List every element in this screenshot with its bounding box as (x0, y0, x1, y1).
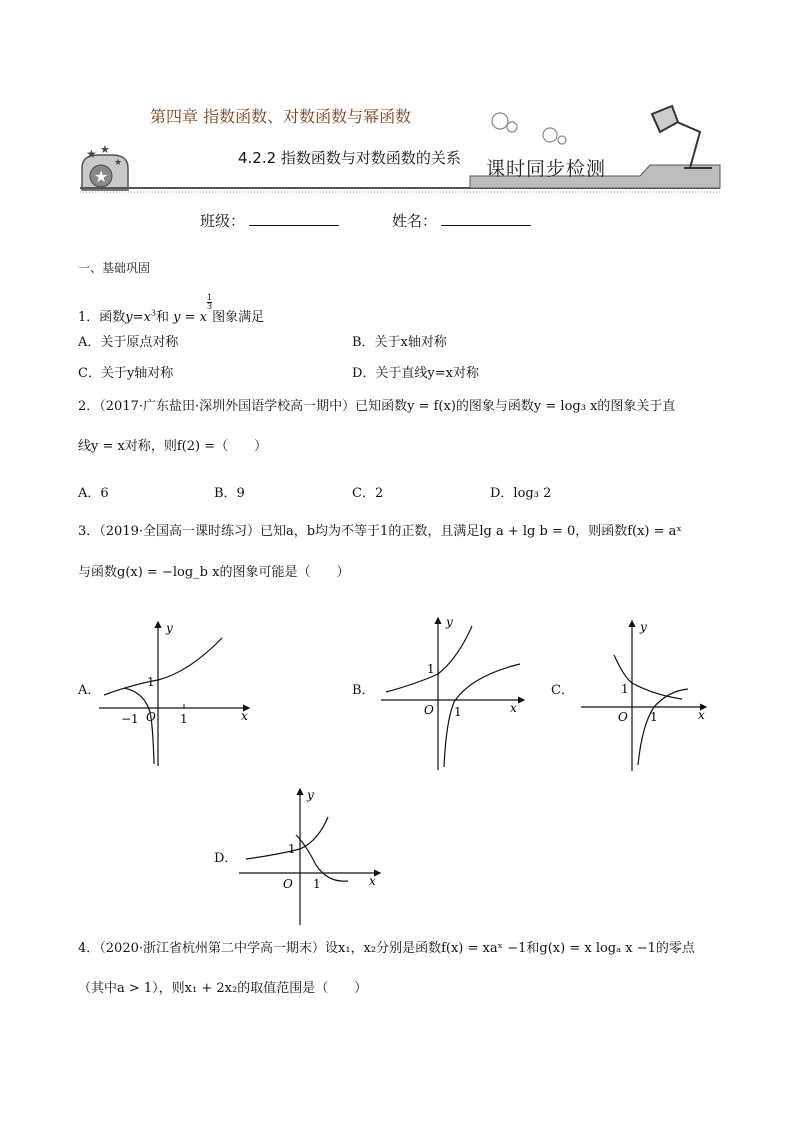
curve-log (296, 835, 348, 881)
origin-label: O (424, 703, 434, 717)
y-label: y (640, 620, 647, 634)
svg-text:★: ★ (86, 147, 97, 161)
x-label: x (369, 874, 376, 888)
y-intercept-label: 1 (621, 682, 629, 696)
tick-1-label: 1 (650, 710, 658, 724)
star-emblem-icon (82, 143, 128, 190)
svg-text:★: ★ (100, 143, 110, 156)
svg-text:★: ★ (114, 158, 123, 168)
name-input-line[interactable] (441, 213, 531, 226)
q3-option-c[interactable]: C． (551, 683, 574, 698)
x-label: x (698, 708, 705, 722)
q2-stem-line1: 2．（2017·广东盐田·深圳外国语学校高一期中）已知函数y = f(x)的图象与函数y = log₃ x的图象关于直 (78, 399, 676, 414)
origin-label: O (618, 710, 628, 724)
bubble-icon (492, 113, 508, 129)
name-label: 姓名： (392, 212, 438, 230)
q3-graph-d[interactable] (236, 785, 386, 930)
origin-label: O (146, 710, 156, 724)
y-intercept-label: 1 (427, 662, 435, 676)
y-intercept-label: 1 (288, 842, 296, 856)
class-input-line[interactable] (249, 213, 339, 226)
q3-stem-line1: 3．（2019·全国高一课时练习）已知a，b均为不等于1的正数，且满足lg a + lg b = 0，则函数f(x) = aˣ (78, 524, 682, 539)
curve-exp (246, 817, 328, 859)
q1-func2-exp (207, 294, 212, 311)
tick-neg1-label: −1 (121, 712, 139, 726)
q4-stem-line1: 4．（2020·浙江省杭州第二中学高一期末）设x₁，x₂分别是函数f(x) = xaˣ −1和g(x) = x logₐ x −1的零点 (78, 941, 695, 956)
q1-func1: y=x (125, 310, 151, 325)
q1-func2-exp-den: 3 (206, 302, 213, 311)
curve-exp (386, 626, 472, 692)
q3-stem-line2: 与函数g(x) = −log_b x的图象可能是（ ） (78, 565, 350, 580)
class-label: 班级： (200, 212, 246, 230)
tick-1-label: 1 (180, 712, 188, 726)
q1-option-d[interactable]: D．关于直线y=x对称 (352, 366, 479, 381)
q1-text-c: 图象满足 (212, 310, 265, 325)
chapter-title: 第四章 指数函数、对数函数与幂函数 (150, 107, 412, 126)
class-field (200, 210, 339, 231)
y-label: y (166, 621, 173, 635)
curve-log (638, 689, 688, 765)
q2-option-a[interactable]: A．6 (78, 486, 109, 501)
q3-option-b[interactable]: B． (352, 683, 375, 698)
q1-option-b[interactable]: B．关于x轴对称 (352, 335, 447, 350)
y-label: y (307, 788, 314, 802)
badge-title: 课时同步检测 (486, 158, 607, 180)
y-label: y (446, 615, 453, 629)
x-label: x (510, 701, 517, 715)
q2-option-c[interactable]: C．2 (352, 486, 384, 501)
q3-option-d[interactable]: D． (214, 851, 238, 866)
curve-log (124, 688, 154, 764)
q3-option-a[interactable]: A． (78, 683, 101, 698)
section-title: 4.2.2 指数函数与对数函数的关系 (238, 149, 461, 167)
origin-label: O (283, 877, 293, 891)
q1-number: 1． (78, 310, 100, 325)
q1-option-a[interactable]: A．关于原点对称 (78, 335, 179, 350)
q2-stem-line2: 线y = x对称，则f(2) =（ ） (78, 439, 268, 454)
q2-option-d[interactable]: D．log₃ 2 (490, 486, 552, 501)
q1-stem (78, 294, 264, 327)
part1-heading: 一、基础巩固 (78, 261, 151, 275)
tick-1-label: 1 (454, 705, 462, 719)
svg-text:★: ★ (94, 167, 109, 186)
name-field (392, 210, 531, 231)
q1-text-b: 和 (155, 310, 169, 325)
q3-graph-b[interactable] (376, 612, 536, 777)
q1-func2: y = x (173, 310, 207, 325)
q1-func1-exp: 3 (150, 308, 156, 318)
q1-text-a: 函数 (99, 310, 126, 325)
q2-option-b[interactable]: B．9 (214, 486, 245, 501)
q4-stem-line2: （其中a > 1），则x₁ + 2x₂的取值范围是（ ） (78, 981, 368, 996)
curve-exp (104, 638, 222, 695)
q1-func2-exp-num: 1 (206, 293, 213, 302)
desk-lamp-icon (652, 106, 712, 168)
q1-option-c[interactable]: C．关于y轴对称 (78, 366, 174, 381)
q3-graph-c[interactable] (578, 615, 713, 775)
tick-1-label: 1 (313, 877, 321, 891)
q3-graph-a[interactable] (94, 616, 254, 776)
x-label: x (241, 709, 248, 723)
y-intercept-label: 1 (147, 675, 155, 689)
